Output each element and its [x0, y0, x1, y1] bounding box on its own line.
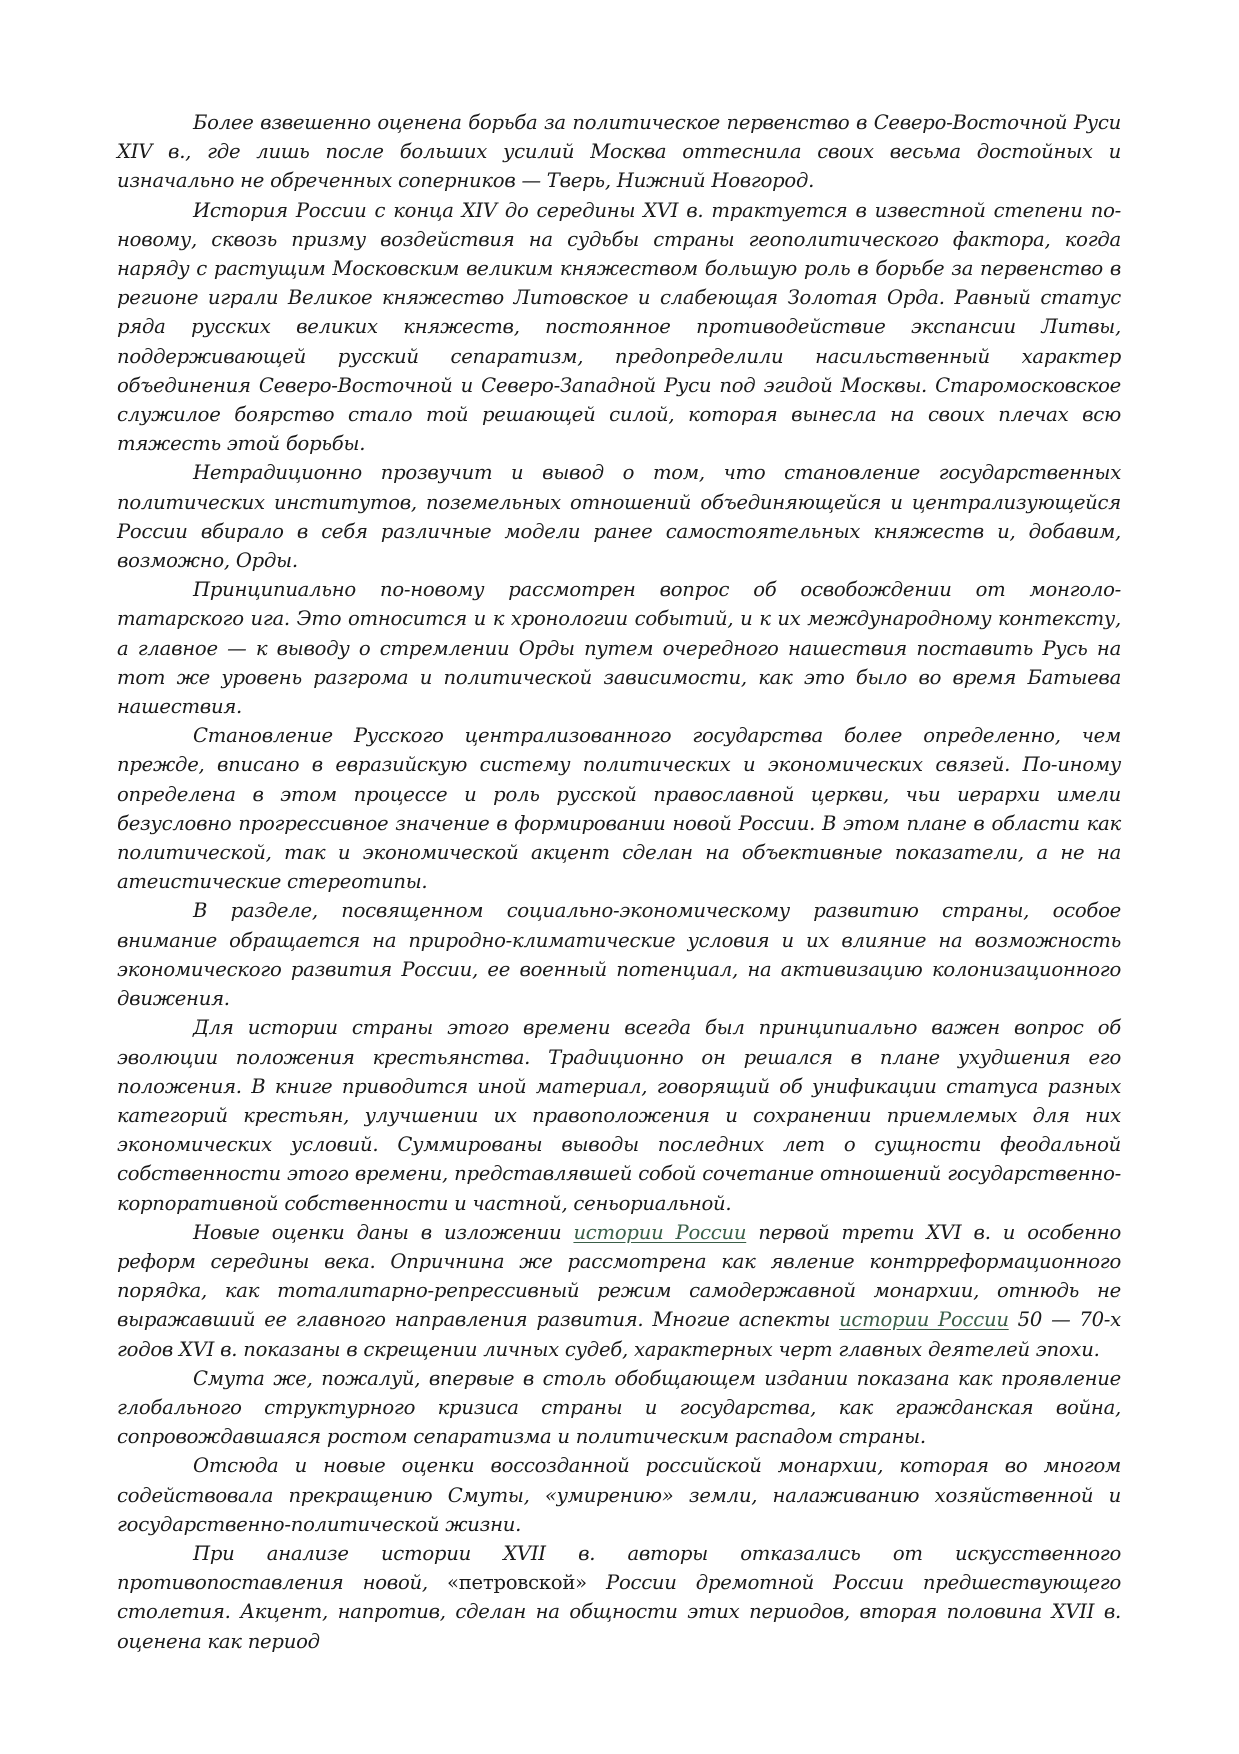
paragraph-8 — [117, 1218, 1121, 1364]
paragraph-8-text-b: первой трети XVI в. и особенно реформ середины века. Опричнина же рассмотрена как явление контрреформационного порядка, как тоталитарно-репрессивный режим самодержавной монархии, отнюдь не выражавший ее главного направления развития. Многие аспекты — [117, 1220, 1122, 1332]
history-of-russia-link-1[interactable]: истории России — [573, 1220, 747, 1244]
paragraph-8-text-a: Новые оценки даны в изложении — [193, 1220, 574, 1244]
document-page — [117, 108, 1121, 1656]
paragraph-10: Отсюда и новые оценки воссозданной российской монархии, которая во многом содействовала прекращению Смуты, «умирению» земли, налаживанию хозяйственной и государственно-политической жизни. — [117, 1454, 1121, 1536]
paragraph-2: История России с конца XIV до середины XVI в. трактуется в известной степени по-новому, сквозь призму воздействия на судьбы страны геополитического фактора, когда наряду с растущим Московским великим княжеством большую роль в борьбе за первенство в регионе играли Великое княжество Литовское и слабеющая Золотая Орда. Равный статус ряда русских великих княжеств, постоянное противодействие экспансии Литвы, поддерживающей русский сепаратизм, предопределили насильственный характер объединения Северо-Восточной и Северо-Западной Руси под эгидой Москвы. Старомосковское служилое боярство стало той решающей силой, которая вынесла на своих плечах всю тяжесть этой борьбы. — [117, 198, 1121, 456]
paragraph-3: Нетрадиционно прозвучит и вывод о том, что становление государственных политических институтов, поземельных отношений объединяющейся и централизующейся России вбирало в себя различные модели ранее самостоятельных княжеств и, добавим, возможно, Орды. — [117, 461, 1121, 573]
paragraph-6: В разделе, посвященном социально-экономическому развитию страны, особое внимание обращается на природно-климатические условия и их влияние на возможность экономического развития России, ее военный потенциал, на активизацию колонизационного движения. — [117, 899, 1121, 1011]
paragraph-4: Принципиально по-новому рассмотрен вопрос об освобождении от монголо-татарского ига. Это относится и к хронологии событий, и к их международному контексту, а главное — к выводу о стремлении Орды путем очередного нашествия поставить Русь на тот же уровень разгрома и политической зависимости, как это было во время Батыева нашествия. — [117, 578, 1121, 719]
paragraph-11 — [117, 1539, 1121, 1656]
paragraph-1: Более взвешенно оценена борьба за политическое первенство в Северо-Восточной Руси XIV в., где лишь после больших усилий Москва оттеснила своих весьма достойных и изначально не обреченных соперников — Тверь, Нижний Новгород. — [117, 111, 1121, 193]
paragraph-5: Становление Русского централизованного государства более определенно, чем прежде, вписано в евразийскую систему политических и экономических связей. По-иному определена в этом процессе и роль русской православной церкви, чьи иерархи имели безусловно прогрессивное значение в формировании новой России. В этом плане в области как политической, так и экономической акцент сделан на объективные показатели, а не на атеистические стереотипы. — [117, 724, 1121, 894]
paragraph-8-text-c: 50 — 70-х годов XVI в. показаны в скрещении личных судеб, характерных черт главных деятелей эпохи. — [117, 1308, 1121, 1361]
petrovskoy-quote: «петровской» — [446, 1571, 587, 1595]
paragraph-11-text-a: При анализе истории XVII в. авторы отказались от искусственного противопоставления новой, — [117, 1541, 1121, 1595]
history-of-russia-link-2[interactable]: истории России — [839, 1308, 1009, 1332]
paragraph-11-text-b: России дремотной России предшествующего столетия. Акцент, напротив, сделан на общности этих периодов, вторая половина XVII в. оценена как период — [117, 1571, 1121, 1653]
paragraph-9: Смута же, пожалуй, впервые в столь обобщающем издании показана как проявление глобального структурного кризиса страны и государства, как гражданская война, сопровождавшаяся ростом сепаратизма и политическим распадом страны. — [117, 1366, 1121, 1449]
paragraph-7: Для истории страны этого времени всегда был принципиально важен вопрос об эволюции положения крестьянства. Традиционно он решался в плане ухудшения его положения. В книге приводится иной материал, говорящий об унификации статуса разных категорий крестьян, улучшении их правоположения и сохранении приемлемых для них экономических условий. Суммированы выводы последних лет о сущности феодальной собственности этого времени, представлявшей собой сочетание отношений государственно-корпоративной собственности и частной, сеньориальной. — [117, 1016, 1121, 1215]
